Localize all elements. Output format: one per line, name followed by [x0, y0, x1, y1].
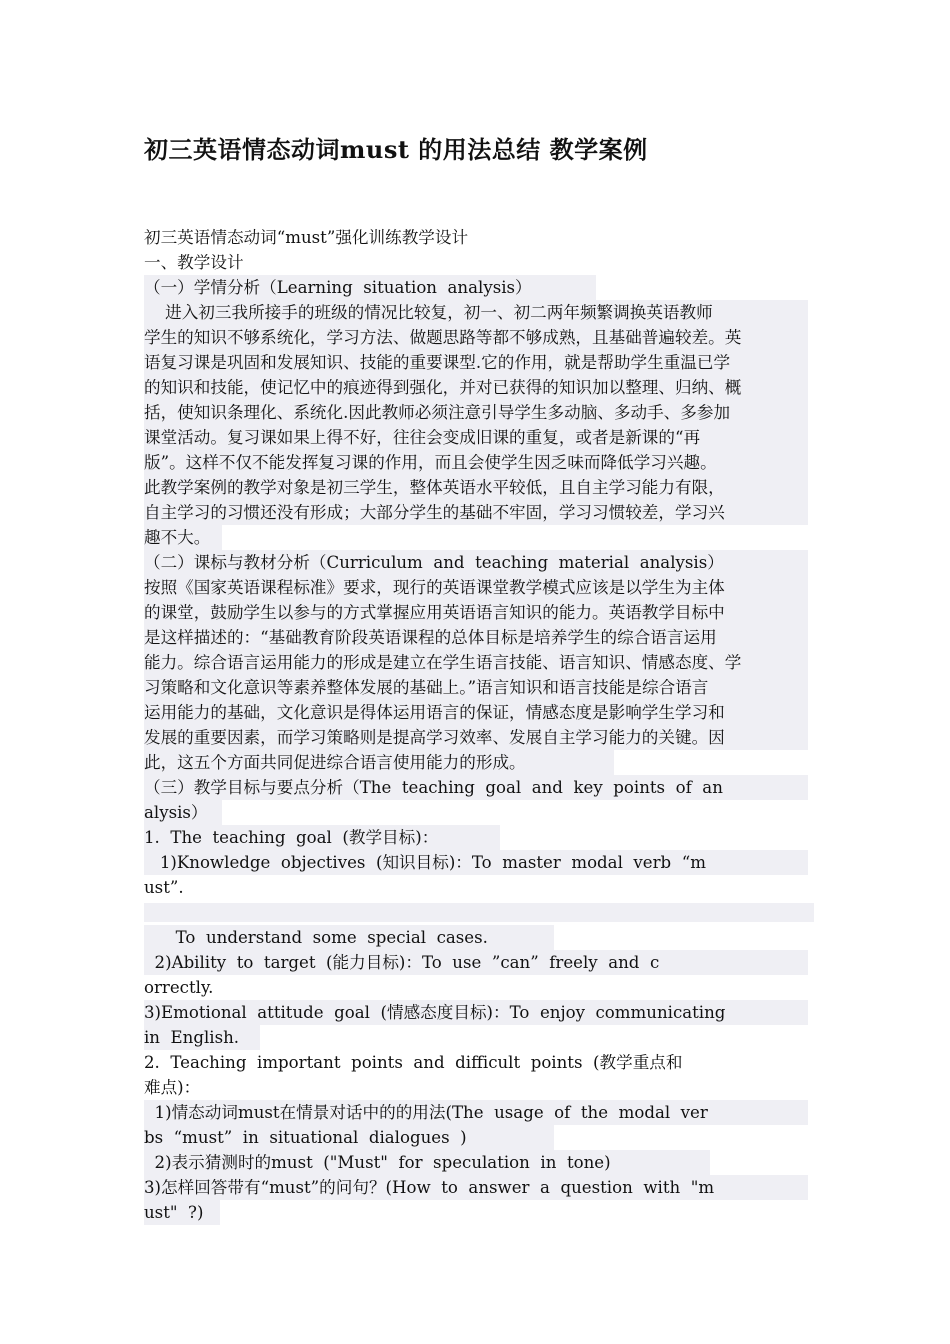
line-point-2: 2)表示猜测时的must ("Must" for speculation in tone) [144, 1150, 710, 1175]
line-important-points: 2. Teaching important points and difficult points (教学重点和 [144, 1053, 683, 1072]
line-ability-target: 2)Ability to target (能力目标)：To use ”can” freely and c [144, 950, 808, 975]
line-teaching-goal: 1. The teaching goal (教学目标)： [144, 825, 500, 850]
paragraph-line: 此教学案例的教学对象是初三学生，整体英语水平较低，且自主学习能力有限， [144, 475, 808, 500]
paragraph-line: 版”。这样不仅不能发挥复习课的作用，而且会使学生因乏味而降低学习兴趣。 [144, 450, 808, 475]
line-point-1: 1)情态动词must在情景对话中的的用法(The usage of the modal ver [144, 1100, 808, 1125]
paragraph-line: 课堂活动。复习课如果上得不好，往往会变成旧课的重复，或者是新课的“再 [144, 425, 808, 450]
paragraph-line: 的知识和技能，使记忆中的痕迹得到强化，并对已获得的知识加以整理、归纳、概 [144, 375, 808, 400]
paragraph-line: 学生的知识不够系统化，学习方法、做题思路等都不够成熟，且基础普遍较差。英 [144, 325, 808, 350]
document-title: 初三英语情态动词must 的用法总结 教学案例 [144, 135, 648, 164]
line-section-1: 一、教学设计 [144, 253, 244, 272]
paragraph-line: 运用能力的基础，文化意识是得体运用语言的保证，情感态度是影响学生学习和 [144, 700, 808, 725]
line-point-3: 3)怎样回答带有“must”的问句？(How to answer a question with "m [144, 1175, 808, 1200]
line-heading-1-1: （一）学情分析（Learning situation analysis） [144, 275, 596, 300]
line-knowledge-objectives: 1)Knowledge objectives (知识目标)：To master modal verb “m [144, 850, 808, 875]
line-point-1-cont: bs “must” in situational dialogues ) [144, 1125, 554, 1150]
line-special-cases: To understand some special cases. [144, 925, 554, 950]
paragraph-line: 进入初三我所接手的班级的情况比较复，初一、初二两年频繁调换英语教师 [144, 300, 808, 325]
paragraph-line: 语复习课是巩固和发展知识、技能的重要课型.它的作用，就是帮助学生重温已学 [144, 350, 808, 375]
paragraph-line: 的课堂，鼓励学生以参与的方式掌握应用英语语言知识的能力。英语教学目标中 [144, 600, 808, 625]
paragraph-line: 自主学习的习惯还没有形成；大部分学生的基础不牢固，学习习惯较差，学习兴 [144, 500, 808, 525]
line-ability-target-cont: orrectly. [144, 978, 214, 997]
line-knowledge-objectives-cont: ust”. [144, 878, 184, 897]
paragraph-line: 习策略和文化意识等素养整体发展的基础上。”语言知识和语言技能是综合语言 [144, 675, 808, 700]
paragraph-line: 按照《国家英语课程标准》要求，现行的英语课堂教学模式应该是以学生为主体 [144, 575, 808, 600]
paragraph-line: 趣不大。 [144, 525, 222, 550]
document-body [144, 225, 814, 1225]
paragraph-line: 是这样描述的：“基础教育阶段英语课程的总体目标是培养学生的综合语言运用 [144, 625, 808, 650]
paragraph-line: 能力。综合语言运用能力的形成是建立在学生语言技能、语言知识、情感态度、学 [144, 650, 808, 675]
line-emotional-goal-cont: in English. [144, 1025, 260, 1050]
line-important-points-cont: 难点)： [144, 1078, 201, 1097]
blank-highlight-line [144, 903, 814, 922]
line-heading-1-2: （二）课标与教材分析（Curriculum and teaching material analysis） [144, 550, 808, 575]
paragraph-line: 此，这五个方面共同促进综合语言使用能力的形成。 [144, 750, 614, 775]
line-emotional-goal: 3)Emotional attitude goal (情感态度目标)：To enjoy communicating [144, 1000, 808, 1025]
line-heading-1-3: （三）教学目标与要点分析（The teaching goal and key points of an [144, 775, 808, 800]
line-point-3-cont: ust" ?) [144, 1200, 220, 1225]
line-subtitle: 初三英语情态动词“must”强化训练教学设计 [144, 228, 469, 247]
paragraph-line: 括，使知识条理化、系统化.因此教师必须注意引导学生多动脑、多动手、多参加 [144, 400, 808, 425]
line-heading-1-3-cont: alysis） [144, 800, 222, 825]
paragraph-line: 发展的重要因素，而学习策略则是提高学习效率、发展自主学习能力的关键。因 [144, 725, 808, 750]
